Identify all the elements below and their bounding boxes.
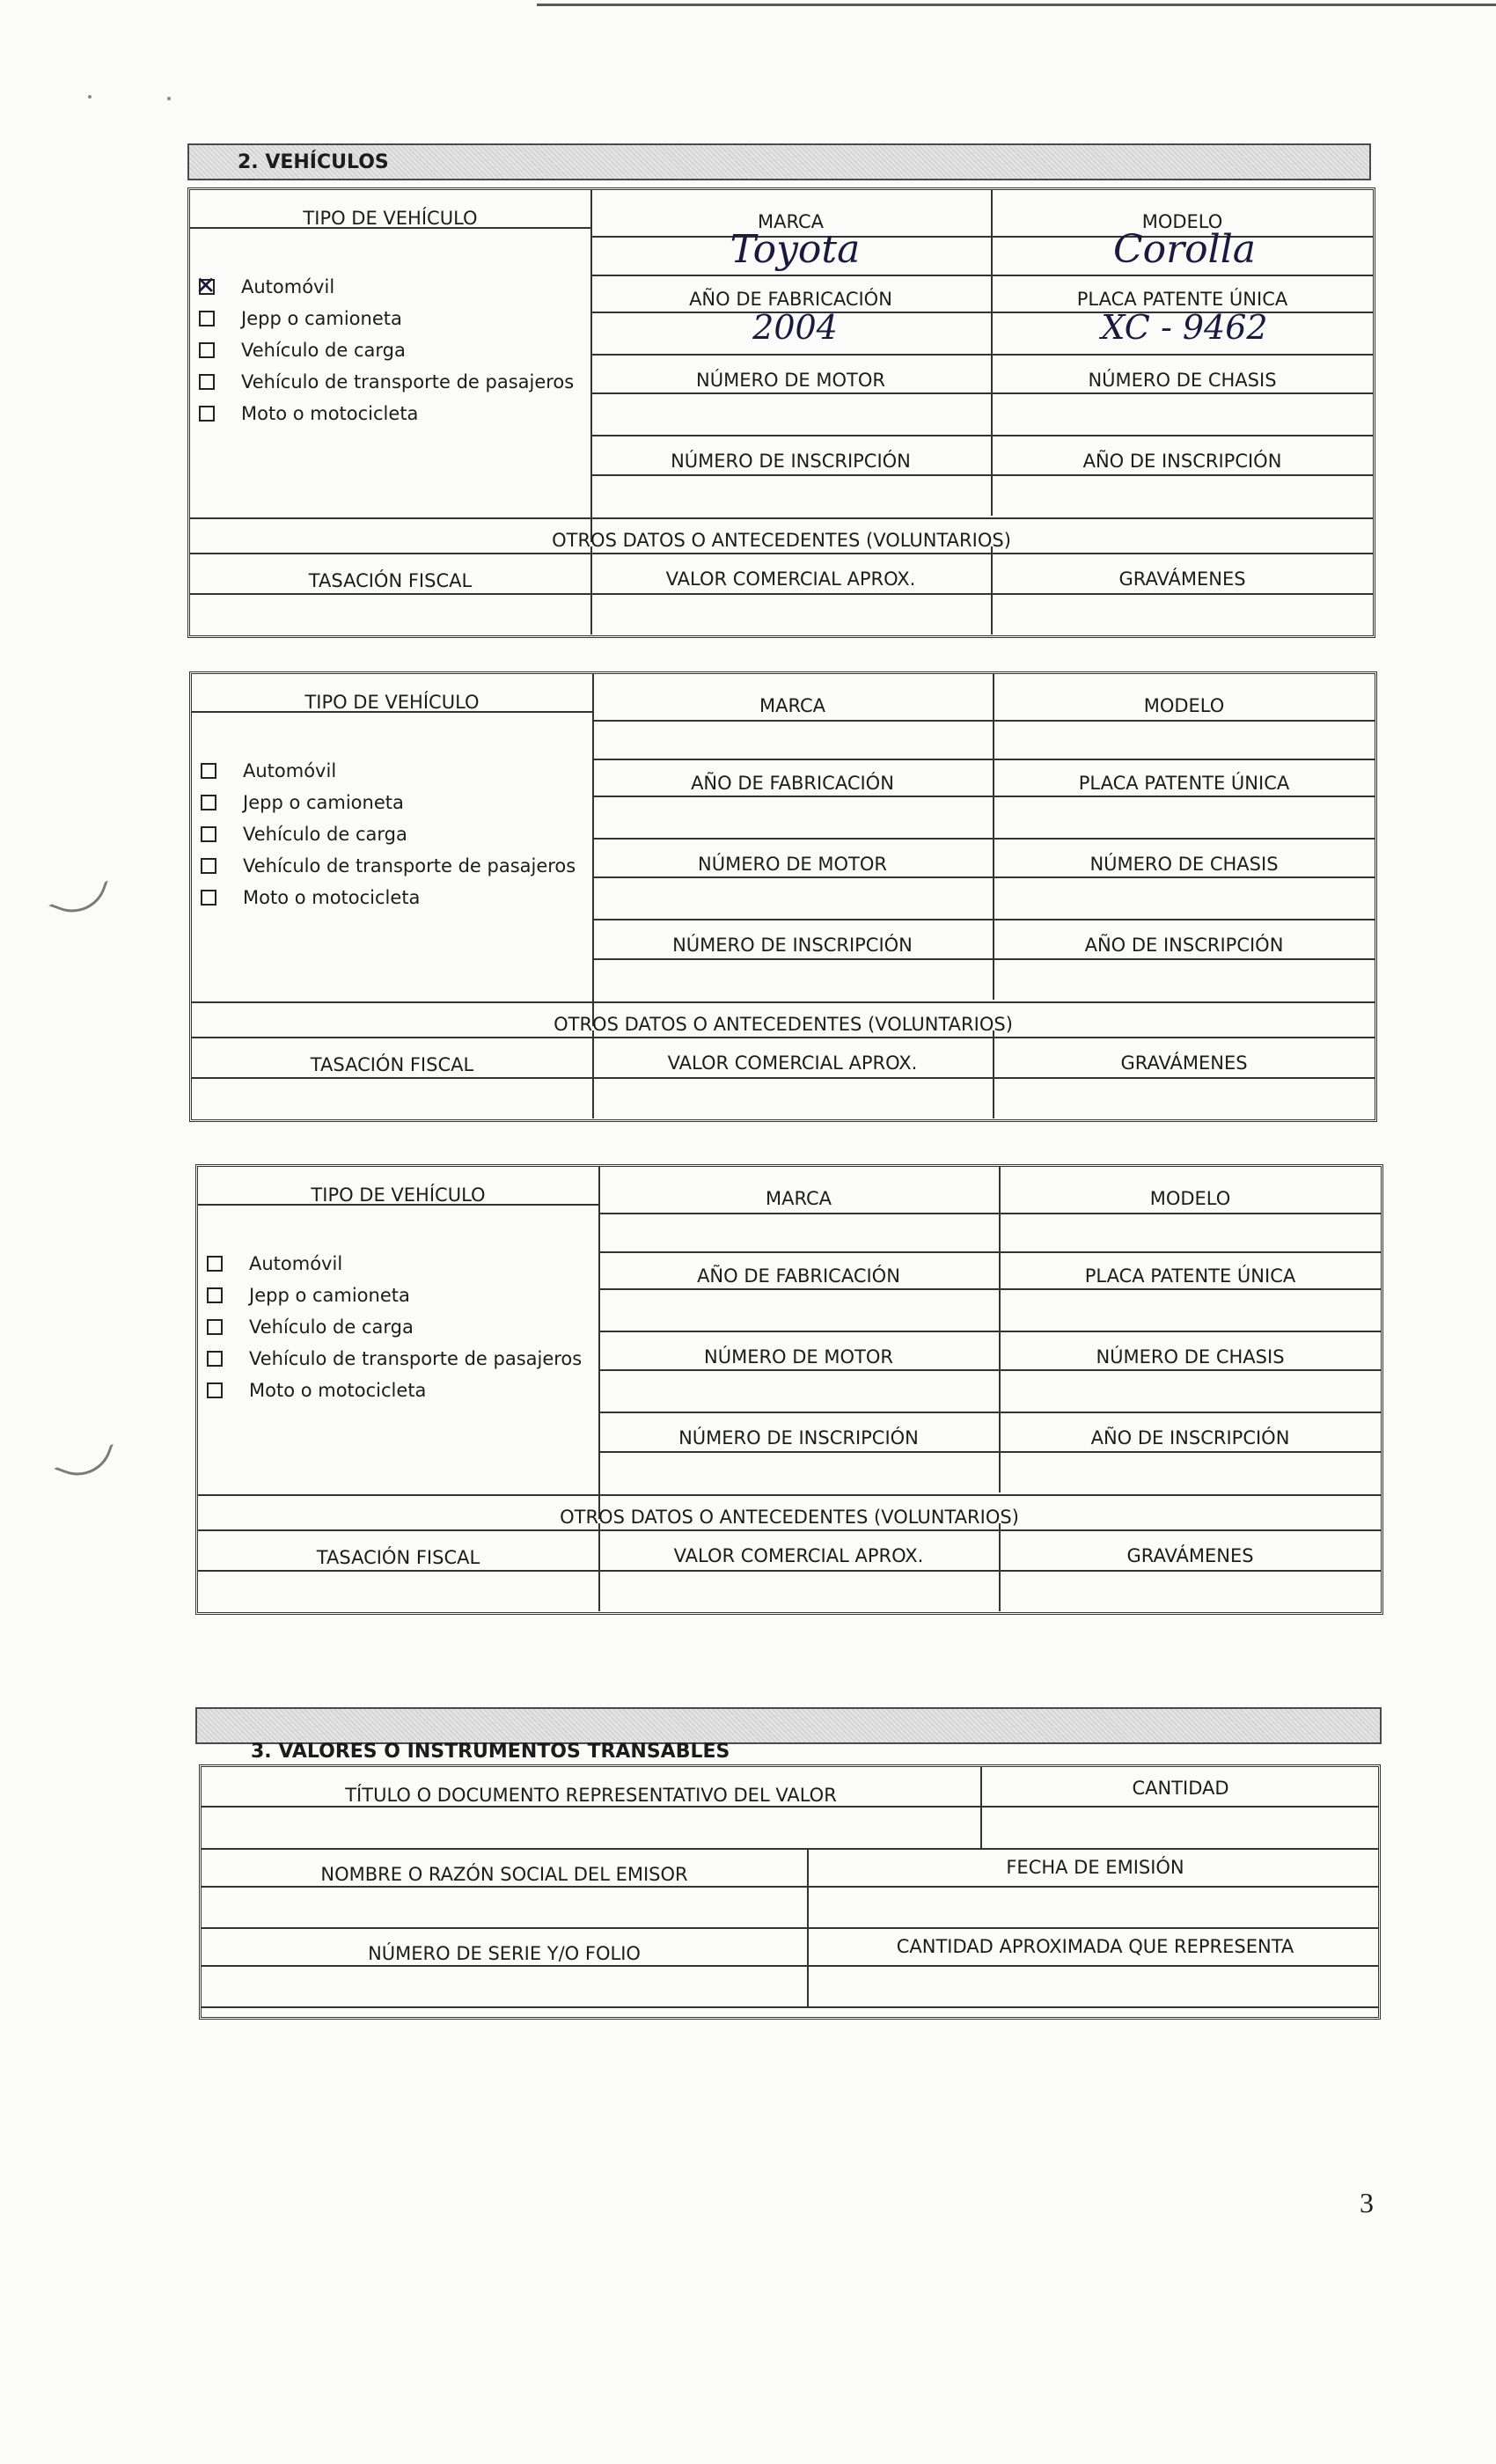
- divider: [590, 354, 1374, 356]
- vehicle-type-label: Jepp o camioneta: [241, 308, 402, 329]
- punch-hole-mark: [54, 1427, 114, 1485]
- checkbox-icon[interactable]: [207, 1351, 223, 1367]
- label-tasacion-fiscal: TASACIÓN FISCAL: [316, 1547, 480, 1568]
- vehicle-form-1: [187, 187, 1375, 638]
- label-anio-fabricacion: AÑO DE FABRICACIÓN: [691, 773, 894, 794]
- divider: [190, 553, 1373, 554]
- checkbox-icon[interactable]: [201, 795, 216, 810]
- label-anio-fabricacion: AÑO DE FABRICACIÓN: [697, 1265, 900, 1287]
- label-numero-inscripcion: NÚMERO DE INSCRIPCIÓN: [672, 935, 913, 956]
- label-marca: MARCA: [757, 211, 825, 232]
- vehicle-type-list: [201, 755, 576, 913]
- checkbox-icon[interactable]: [201, 890, 216, 906]
- divider: [202, 2006, 1378, 2008]
- label-modelo: MODELO: [1141, 211, 1223, 232]
- divider: [598, 1451, 1382, 1453]
- vehicle-type-list: [199, 271, 574, 429]
- divider: [592, 876, 1375, 878]
- vehicle-type-label: Vehículo de carga: [249, 1316, 414, 1338]
- vehicle-type-option[interactable]: [201, 818, 576, 850]
- label-gravamenes: GRAVÁMENES: [1120, 1052, 1248, 1074]
- divider: [598, 1213, 1382, 1214]
- label-modelo: MODELO: [1149, 1188, 1231, 1209]
- label-numero-inscripcion: NÚMERO DE INSCRIPCIÓN: [678, 1427, 919, 1448]
- divider: [598, 1369, 1382, 1371]
- handwritten-modelo: Corolla: [1112, 227, 1257, 272]
- checkbox-icon[interactable]: [199, 279, 215, 295]
- divider: [590, 190, 592, 542]
- label-otros-datos: OTROS DATOS O ANTECEDENTES (VOLUNTARIOS): [554, 1014, 1013, 1035]
- label-numero-chasis: NÚMERO DE CHASIS: [1096, 1346, 1285, 1368]
- scan-speck: [167, 97, 171, 100]
- section-3-title: 3. VALORES O INSTRUMENTOS TRANSABLES: [251, 1741, 730, 1763]
- divider: [598, 1523, 600, 1611]
- vehicle-type-option[interactable]: [207, 1248, 582, 1280]
- label-numero-serie: NÚMERO DE SERIE Y/O FOLIO: [368, 1943, 641, 1964]
- divider: [192, 1077, 1375, 1079]
- checkbox-icon[interactable]: [199, 311, 215, 326]
- label-otros-datos: OTROS DATOS O ANTECEDENTES (VOLUNTARIOS): [552, 530, 1011, 551]
- vehicle-type-label: Vehículo de transporte de pasajeros: [243, 855, 576, 876]
- vehicle-type-option[interactable]: [199, 303, 574, 334]
- divider: [198, 1494, 1381, 1496]
- divider: [198, 1570, 1381, 1572]
- divider: [190, 593, 1373, 595]
- divider: [598, 1251, 1382, 1253]
- label-tasacion-fiscal: TASACIÓN FISCAL: [308, 570, 473, 591]
- label-fecha-emision: FECHA DE EMISIÓN: [1006, 1857, 1184, 1878]
- label-valor-comercial: VALOR COMERCIAL APROX.: [673, 1545, 924, 1566]
- divider: [192, 1037, 1375, 1038]
- handwritten-placa: XC - 9462: [1101, 308, 1268, 347]
- label-anio-fabricacion: AÑO DE FABRICACIÓN: [689, 289, 892, 310]
- page-number: 3: [1360, 2187, 1374, 2218]
- divider: [202, 1848, 1378, 1850]
- vehicle-type-option[interactable]: [207, 1280, 582, 1311]
- divider: [592, 919, 1375, 920]
- divider: [192, 1001, 1375, 1003]
- vehicle-type-option[interactable]: [199, 366, 574, 398]
- checkbox-icon[interactable]: [201, 858, 216, 874]
- divider: [991, 546, 993, 634]
- divider: [592, 796, 1375, 797]
- label-anio-inscripcion: AÑO DE INSCRIPCIÓN: [1084, 935, 1284, 956]
- label-placa-patente: PLACA PATENTE ÚNICA: [1078, 773, 1290, 794]
- divider: [598, 1288, 1382, 1290]
- label-valor-comercial: VALOR COMERCIAL APROX.: [667, 1052, 918, 1074]
- vehicle-type-option[interactable]: [201, 787, 576, 818]
- scan-edge-line: [537, 4, 1496, 6]
- divider: [598, 1331, 1382, 1332]
- label-modelo: MODELO: [1143, 695, 1225, 716]
- vehicle-type-label: Jepp o camioneta: [243, 792, 404, 813]
- vehicle-type-label: Moto o motocicleta: [243, 887, 421, 908]
- label-valor-comercial: VALOR COMERCIAL APROX.: [665, 568, 916, 590]
- label-marca: MARCA: [759, 695, 826, 716]
- label-titulo-documento: TÍTULO O DOCUMENTO REPRESENTATIVO DEL VALOR: [345, 1785, 837, 1806]
- vehicle-type-option[interactable]: [201, 850, 576, 882]
- vehicle-form-2: [189, 671, 1377, 1122]
- divider: [202, 1965, 1378, 1967]
- label-marca: MARCA: [765, 1188, 832, 1209]
- checkbox-icon[interactable]: [199, 342, 215, 358]
- checkbox-icon[interactable]: [207, 1319, 223, 1335]
- vehicle-type-label: Vehículo de transporte de pasajeros: [241, 371, 575, 392]
- label-numero-motor: NÚMERO DE MOTOR: [696, 370, 885, 391]
- divider: [598, 1412, 1382, 1413]
- divider: [999, 1523, 1001, 1611]
- vehicle-type-label: Automóvil: [249, 1253, 343, 1274]
- scan-speck: [88, 95, 92, 99]
- checkbox-icon[interactable]: [199, 374, 215, 390]
- vehicle-type-option[interactable]: [199, 398, 574, 429]
- section-2-title: 2. VEHÍCULOS: [238, 151, 389, 173]
- divider: [202, 1886, 1378, 1888]
- label-gravamenes: GRAVÁMENES: [1126, 1545, 1254, 1566]
- divider: [592, 958, 1375, 960]
- label-numero-chasis: NÚMERO DE CHASIS: [1089, 854, 1279, 875]
- checkbox-icon[interactable]: [207, 1382, 223, 1398]
- divider: [590, 392, 1374, 394]
- vehicle-type-label: Automóvil: [241, 276, 335, 297]
- label-placa-patente: PLACA PATENTE ÚNICA: [1084, 1265, 1296, 1287]
- vehicle-type-label: Automóvil: [243, 760, 337, 781]
- label-emisor: NOMBRE O RAZÓN SOCIAL DEL EMISOR: [320, 1864, 688, 1885]
- divider: [590, 435, 1374, 436]
- divider: [592, 759, 1375, 760]
- vehicle-type-label: Moto o motocicleta: [249, 1380, 427, 1401]
- divider: [592, 838, 1375, 840]
- checkbox-icon[interactable]: [207, 1256, 223, 1272]
- divider: [993, 1030, 994, 1118]
- checkbox-icon[interactable]: [199, 406, 215, 422]
- divider: [592, 1030, 594, 1118]
- label-numero-inscripcion: NÚMERO DE INSCRIPCIÓN: [671, 451, 911, 472]
- section-3-header-bar: [195, 1707, 1382, 1744]
- divider: [592, 720, 1375, 722]
- checkbox-icon[interactable]: [201, 826, 216, 842]
- vehicle-type-option[interactable]: [201, 882, 576, 913]
- vehicle-type-label: Vehículo de carga: [243, 824, 407, 845]
- label-otros-datos: OTROS DATOS O ANTECEDENTES (VOLUNTARIOS): [560, 1507, 1019, 1528]
- label-cantidad-aproximada: CANTIDAD APROXIMADA QUE REPRESENTA: [896, 1936, 1294, 1957]
- vehicle-type-label: Jepp o camioneta: [249, 1285, 410, 1306]
- divider: [202, 1806, 1378, 1808]
- label-placa-patente: PLACA PATENTE ÚNICA: [1076, 289, 1288, 310]
- label-cantidad: CANTIDAD: [1132, 1778, 1229, 1799]
- securities-form: [199, 1764, 1381, 2020]
- divider: [198, 1529, 1381, 1531]
- vehicle-form-3: [195, 1164, 1383, 1615]
- divider: [590, 546, 592, 634]
- label-numero-motor: NÚMERO DE MOTOR: [704, 1346, 893, 1368]
- label-tipo-vehiculo: TIPO DE VEHÍCULO: [303, 208, 478, 229]
- label-anio-inscripcion: AÑO DE INSCRIPCIÓN: [1090, 1427, 1290, 1448]
- vehicle-type-option[interactable]: [199, 334, 574, 366]
- vehicle-type-option[interactable]: [199, 271, 574, 303]
- vehicle-type-label: Vehículo de transporte de pasajeros: [249, 1348, 583, 1369]
- vehicle-type-option[interactable]: [201, 755, 576, 787]
- divider: [590, 275, 1374, 276]
- handwritten-anio-fabricacion: 2004: [752, 308, 838, 347]
- label-tipo-vehiculo: TIPO DE VEHÍCULO: [311, 1184, 486, 1206]
- divider: [202, 1927, 1378, 1929]
- handwritten-marca: Toyota: [730, 227, 861, 272]
- vehicle-type-option[interactable]: [207, 1375, 582, 1406]
- vehicle-type-list: [207, 1248, 582, 1406]
- vehicle-type-option[interactable]: [207, 1311, 582, 1343]
- checkbox-icon[interactable]: [207, 1287, 223, 1303]
- label-tipo-vehiculo: TIPO DE VEHÍCULO: [304, 692, 480, 713]
- checkbox-icon[interactable]: [201, 763, 216, 779]
- divider: [592, 674, 594, 1026]
- divider: [190, 517, 1373, 519]
- label-gravamenes: GRAVÁMENES: [1118, 568, 1246, 590]
- label-anio-inscripcion: AÑO DE INSCRIPCIÓN: [1082, 451, 1282, 472]
- label-tasacion-fiscal: TASACIÓN FISCAL: [310, 1054, 474, 1075]
- divider: [598, 1167, 600, 1519]
- vehicle-type-label: Vehículo de carga: [241, 340, 406, 361]
- vehicle-type-label: Moto o motocicleta: [241, 403, 419, 424]
- vehicle-type-option[interactable]: [207, 1343, 582, 1375]
- label-numero-motor: NÚMERO DE MOTOR: [698, 854, 887, 875]
- label-numero-chasis: NÚMERO DE CHASIS: [1088, 370, 1277, 391]
- punch-hole-mark: [48, 864, 108, 921]
- divider: [590, 474, 1374, 476]
